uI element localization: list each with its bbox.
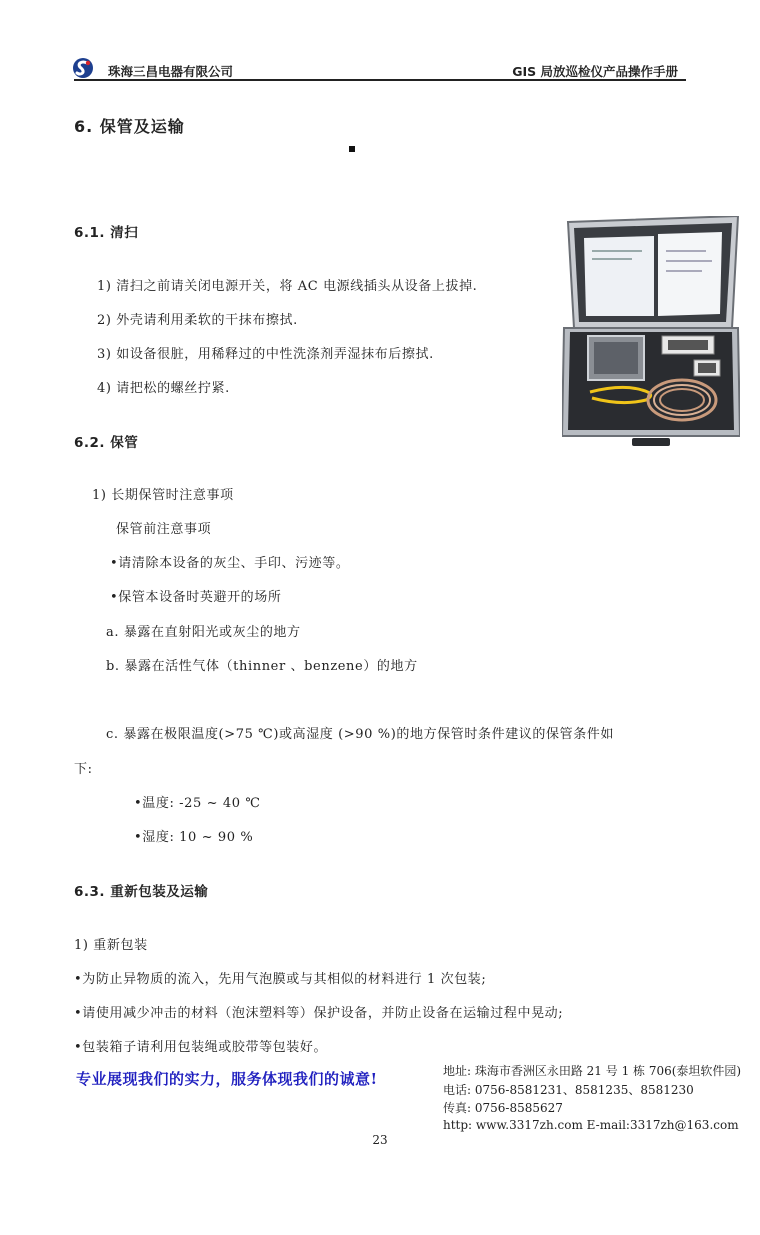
repack-bullet-1: •为防止异物质的流入，先用气泡膜或与其相似的材料进行 1 次包装; [74,972,487,987]
company-name: 珠海三昌电器有限公司 [108,64,234,79]
footer-web-email: http: www.3317zh.com E-mail:3317zh@163.com [443,1118,739,1132]
company-logo-icon [72,57,94,79]
repack-item-1: 1) 重新包装 [74,938,148,953]
subsection-6-2-title: 6.2. 保管 [74,435,139,451]
footer-fax: 传真: 0756-8585627 [443,1101,563,1115]
storage-bullet-2: •保管本设备时英避开的场所 [110,590,282,605]
subsection-6-1-title: 6.1. 清扫 [74,225,139,241]
footer-phone: 电话: 0756-8581231、8581235、8581230 [443,1083,694,1097]
place-a: a. 暴露在直射阳光或灰尘的地方 [106,625,301,640]
place-b: b. 暴露在活性气体（thinner 、benzene）的地方 [106,659,418,674]
product-case-image [562,216,740,448]
cleaning-step-2: 2) 外壳请利用柔软的干抹布擦拭. [97,313,298,328]
manual-title: GIS 局放巡检仪产品操作手册 [512,64,678,79]
footer-slogan: 专业展现我们的实力，服务体现我们的诚意! [76,1070,378,1088]
storage-bullet-1: •请清除本设备的灰尘、手印、污迹等。 [110,556,350,571]
humidity-range: •湿度: 10 ~ 90 % [134,830,254,845]
place-c: c. 暴露在极限温度(>75 ℃)或高湿度 (>90 %)的地方保管时条件建议的保管条件如 [106,727,614,742]
temperature-range: •温度: -25 ~ 40 ℃ [134,796,261,811]
cleaning-step-3: 3) 如设备很脏，用稀释过的中性洗涤剂弄湿抹布后擦拭. [97,347,434,362]
place-c-continued: 下: [74,762,93,777]
repack-bullet-2: •请使用减少冲击的材料（泡沫塑料等）保护设备，并防止设备在运输过程中晃动; [74,1006,564,1021]
page-number: 23 [372,1133,388,1147]
footer-address: 地址: 珠海市香洲区永田路 21 号 1 栋 706(泰坦软件园) [443,1064,742,1078]
header-divider [74,79,686,81]
cleaning-step-4: 4) 请把松的螺丝拧紧. [97,381,230,396]
repack-bullet-3: •包装箱子请利用包装绳或胶带等包装好。 [74,1040,328,1055]
cleaning-step-1: 1) 清扫之前请关闭电源开关，将 AC 电源线插头从设备上拔掉. [97,279,478,294]
storage-subtitle: 保管前注意事项 [116,522,212,537]
storage-item-1: 1) 长期保管时注意事项 [92,488,234,503]
subsection-6-3-title: 6.3. 重新包装及运输 [74,884,209,900]
section-title: 6. 保管及运输 [74,117,185,136]
marker-dot [349,146,355,152]
